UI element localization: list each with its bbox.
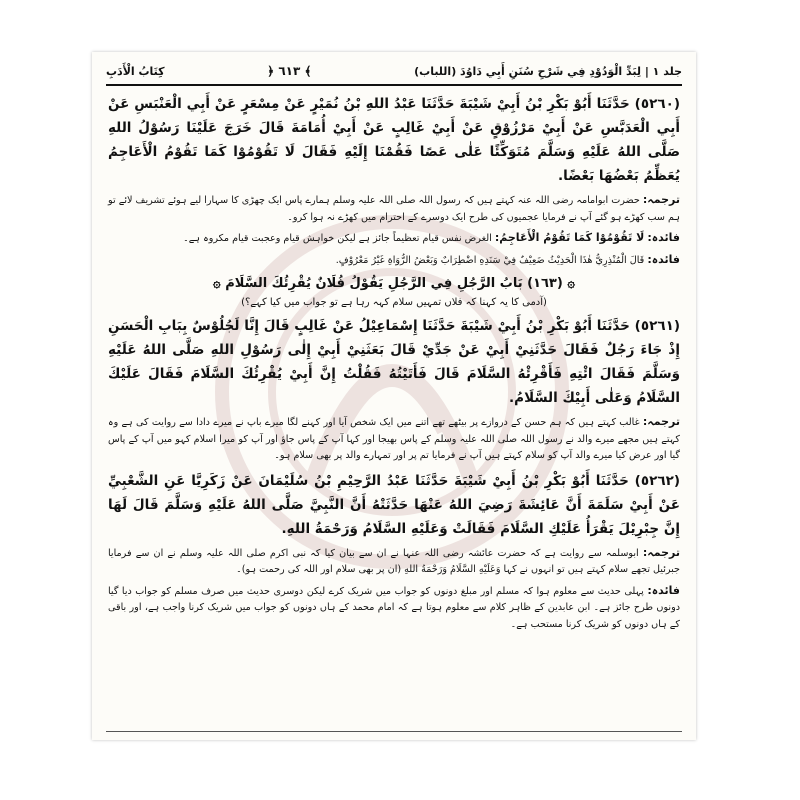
translation-text: ابوسلمہ سے روایت ہے کہ حضرت عائشہ رضی اللہ عنہا نے ان سے بیان کیا کہ نبی اکرم صلی اللہ علیہ وسلم نے ان سے فرمایا جبرئیل تجھے سلام کہتے ہیں تو انہوں نے کہا وَعَلَيْهِ السَّلَامُ وَرَحْمَةُ اللهِ (ان پر بھی سلام اور اللہ کی رحمت ہو)۔ (108, 547, 680, 575)
book-title: جلد ١ | لِبَدِّ الْوَدُوْدِ فِي شَرْحِ سُنَنِ أَبِي دَاوُدَ (اللباب) (414, 64, 682, 78)
benefit-arabic: لَا تَقُوْمُوْا كَمَا تَقُوْمُ الْأَعَاجِمُ: (494, 231, 645, 244)
benefit-label: فائدہ: (647, 252, 680, 266)
chapter-heading: ۞ (١٦٣) بَابُ الرَّجُلِ فِي الرَّجُلِ يَقُوْلُ فُلَانٌ يُقْرِئُكَ السَّلَامَ ۞ (213, 276, 575, 291)
header-rule (106, 84, 682, 86)
hadith-5261: (٥٢٦١) حَدَّثَنَا أَبُوْ بَكْرِ بْنُ أَبِيْ شَيْبَةَ حَدَّثَنَا إِسْمَاعِيْلُ عَنْ غَالِبٍ قَالَ إِنَّا لَجُلُوْسٌ بِبَابِ الْحَسَنِ إِذْ جَاءَ رَجُلٌ فَقَالَ حَدَّثَنِيْ أَبِيْ عَنْ جَدِّيْ قَالَ بَعَثَنِيْ أَبِيْ إِلٰى رَسُوْلِ اللهِ صَلَّى اللهُ عَلَيْهِ وَسَلَّمَ فَقَالَ ائْتِهِ فَأَقْرِئْهُ السَّلَامَ قَالَ فَأَتَيْتُهُ فَقُلْتُ إِنَّ أَبِيْ يُقْرِئُكَ السَّلَامَ فَقَالَ عَلَيْكَ السَّلَامُ وَعَلٰى أَبِيْكَ السَّلَامُ. (108, 318, 680, 406)
benefit-label: فائدہ: (647, 583, 680, 597)
translation-5261 (108, 414, 680, 465)
translation-label: ترجمہ: (642, 415, 680, 428)
benefit-text: پہلی حدیث سے معلوم ہوا کہ مسلم اور مبلغ دونوں کو جواب میں شریک کرے لیکن دوسری حدیث میں صرف مسلم کو جواب دیا گیا دونوں طرح جائز ہے۔ ابن عابدین کے ظاہر کلام سے معلوم ہوتا ہے کہ امام محمد کے ہاں دونوں کو جواب میں شریک کرنا واجب ہے، اور باقی کے ہاں دونوں کو شریک کرنا مستحب ہے۔ (108, 585, 680, 630)
chapter-subtitle: (آدمی کا یہ کہنا کہ فلاں تمہیں سلام کہہ رہا ہے تو جواب میں کیا کہے؟) (241, 297, 547, 308)
translation-text: غالب کہتے ہیں کہ ہم حسن کے دروازے پر بیٹھے تھے اتنے میں ایک شخص آیا اور کہنے لگا میرے باپ نے میرے دادا سے روایت کی ہے وہ کہتے ہیں مجھے میرے والد نے رسول اللہ صلی اللہ علیہ وسلم کے پاس بھیجا اور کہا آپ کے پاس جاؤ اور آپ کو میرا اسلام کہو میں آپ کے پاس گیا اور عرض کیا میرے والد آپ کو سلام کہتے ہیں آپ نے فرمایا تم پر اور تمہارے والد پر بھی سلام ہو۔ (108, 417, 680, 461)
benefit-note-3 (108, 583, 680, 634)
benefit-text: قَالَ الْمُنْذِرِيُّ هٰذَا الْحَدِيْثُ ضَعِيْفٌ فِيْ سَنَدِهِ اضْطِرَابٌ وَبَعْضُ الرُّوَاةِ غَيْرُ مَعْرُوْفٍ. (335, 254, 645, 266)
page-content (108, 92, 680, 732)
translation-label: ترجمہ: (642, 193, 680, 206)
benefit-note-1 (108, 230, 680, 248)
page-header (106, 60, 682, 82)
footer-rule (106, 731, 682, 732)
translation-text: حضرت ابوامامہ رضی اللہ عنہ کہتے ہیں کہ رسول اللہ صلی اللہ علیہ وسلم ہمارے پاس ایک چھڑی کا سہارا لیے ہوئے تشریف لائے تو ہم سب کھڑے ہو گئے آپ نے فرمایا عجمیوں کی طرح ایک دوسرے کے احترام میں کھڑے نہ ہوا کرو۔ (108, 195, 680, 223)
book-page (92, 52, 696, 740)
translation-5262 (108, 545, 680, 579)
benefit-label: فائدہ: (647, 231, 680, 244)
hadith-5260: (٥٢٦٠) حَدَّثَنَا أَبُوْ بَكْرِ بْنُ أَبِيْ شَيْبَةَ حَدَّثَنَا عَبْدُ اللهِ بْنُ نُمَيْرٍ عَنْ مِسْعَرٍ عَنْ أَبِي الْعَنْبَسِ عَنْ أَبِي الْعَدَبَّسِ عَنْ أَبِيْ مَرْزُوْقٍ عَنْ أَبِيْ غَالِبٍ عَنْ أَبِيْ أُمَامَةَ قَالَ خَرَجَ عَلَيْنَا رَسُوْلُ اللهِ صَلَّى اللهُ عَلَيْهِ وَسَلَّمَ مُتَوَكِّئًا عَلٰى عَصًا فَقُمْنَا إِلَيْهِ فَقَالَ لَا تَقُوْمُوْا كَمَا تَقُوْمُ الْأَعَاجِمُ يُعَظِّمُ بَعْضُهَا بَعْضًا. (108, 96, 680, 184)
translation-5260 (108, 192, 680, 226)
hadith-5262: (٥٢٦٢) حَدَّثَنَا أَبُوْ بَكْرِ بْنُ أَبِيْ شَيْبَةَ حَدَّثَنَا عَبْدُ الرَّحِيْمِ بْنُ سُلَيْمَانَ عَنْ زَكَرِيَّا عَنِ الشَّعْبِيِّ عَنْ أَبِيْ سَلَمَةَ أَنَّ عَائِشَةَ رَضِيَ اللهُ عَنْهَا حَدَّثَتْهُ أَنَّ النَّبِيَّ صَلَّى اللهُ عَلَيْهِ وَسَلَّمَ قَالَ لَهَا إِنَّ جِبْرِيْلَ يَقْرَأُ عَلَيْكِ السَّلَامَ فَقَالَتْ وَعَلَيْهِ السَّلَامُ وَرَحْمَةُ اللهِ. (108, 472, 680, 537)
page-number: ﴾ ٦١٣ ﴿ (267, 64, 312, 78)
benefit-text: الغرض نفس قیام تعظیماً جائز ہے لیکن خواہش قیام وعجبت قیام مکروہ ہے۔ (183, 233, 492, 244)
chapter-name: كِتَابُ الْأَدَبِ (106, 64, 165, 78)
translation-label: ترجمہ: (642, 545, 680, 559)
benefit-note-2 (108, 252, 680, 270)
